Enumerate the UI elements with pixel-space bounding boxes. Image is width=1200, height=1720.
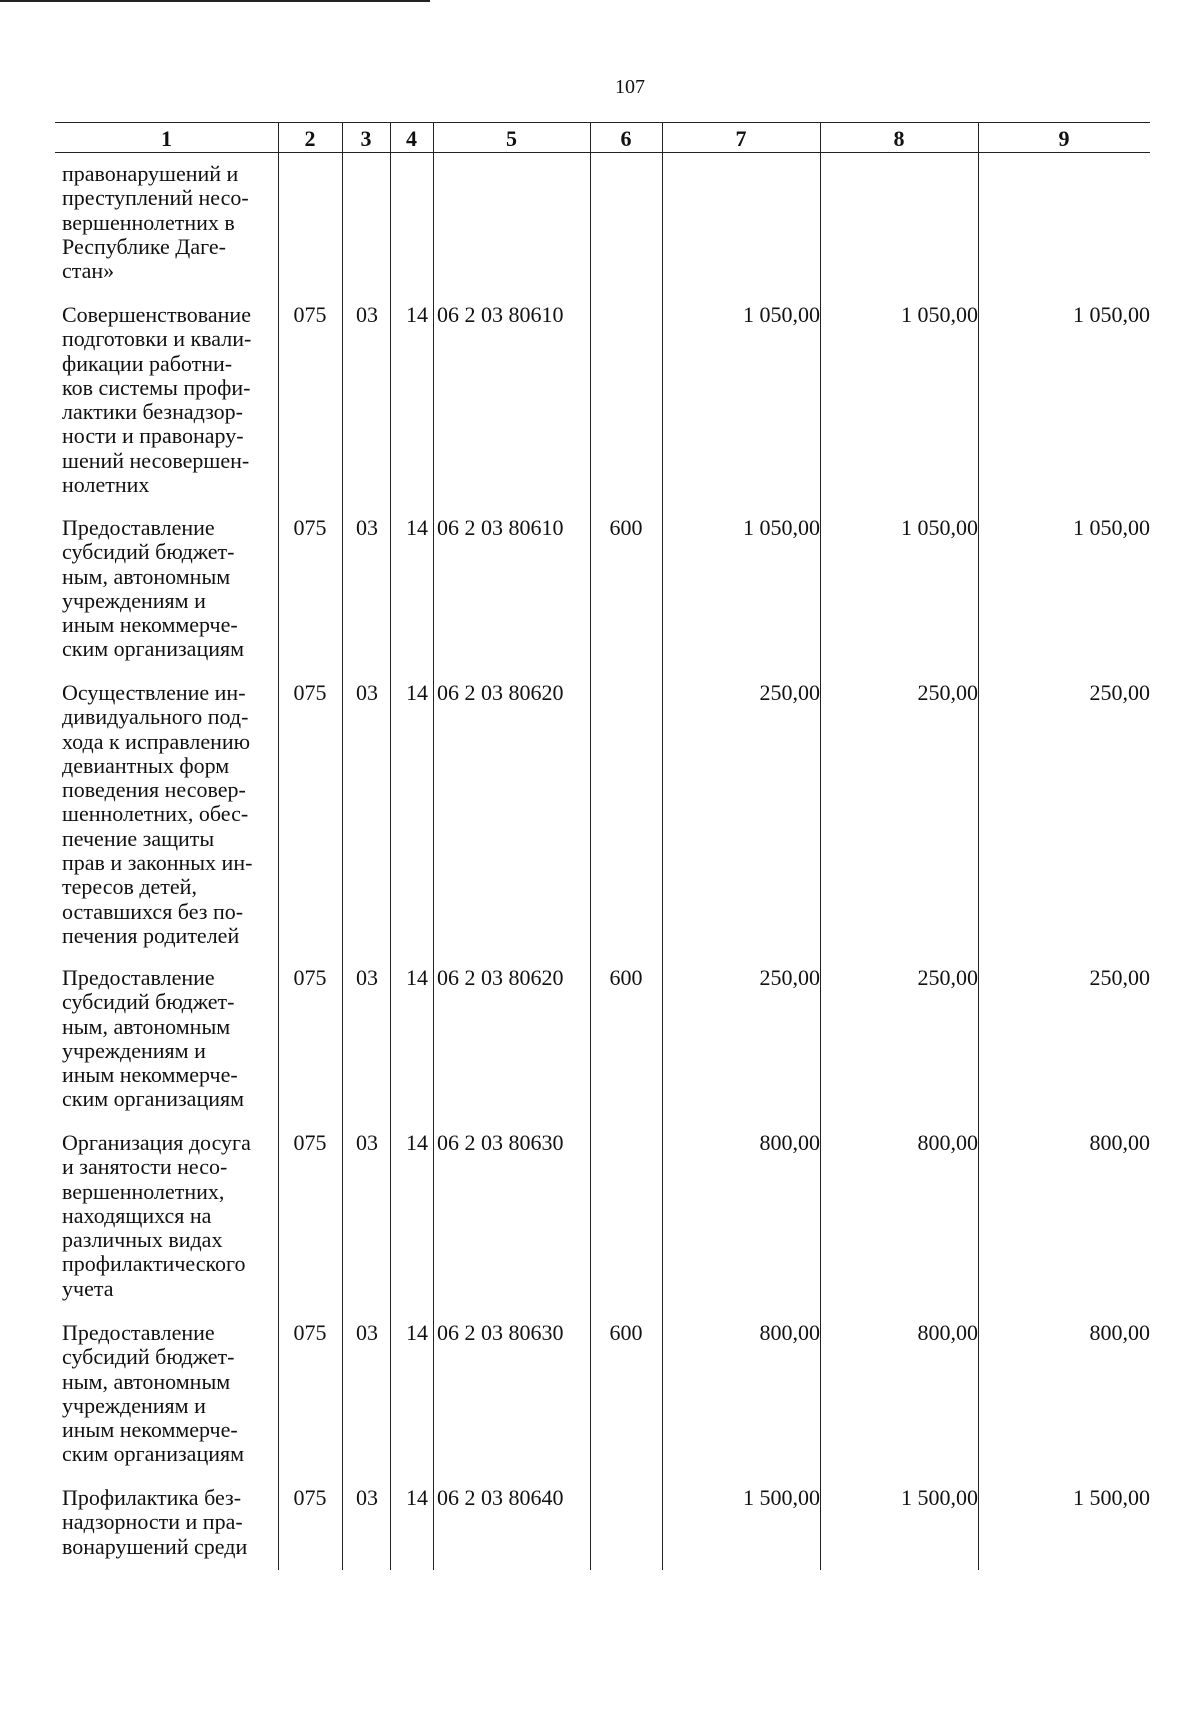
header-col-8: 8 (893, 126, 905, 151)
cell-col-3: 03 (356, 515, 378, 540)
row-name: Совершенствование подготовки и квали- фикации работни- ков системы профи- лактики безнадзор- ности и правонару- шений несовершен- нолетних (62, 302, 252, 498)
cell-col-8: 800,00 (917, 1130, 978, 1155)
cell-col-4: 14 (406, 965, 428, 990)
cell-col-7: 1 050,00 (743, 302, 820, 327)
row-name: Предоставление субсидий бюджет- ным, автономным учреждениям и иным некоммерче- ским организациям (62, 965, 245, 1112)
header-col-7: 7 (735, 126, 747, 151)
cell-col-9: 800,00 (1089, 1130, 1150, 1155)
header-col-2: 2 (304, 126, 316, 151)
row-name: Предоставление субсидий бюджет- ным, автономным учреждениям и иным некоммерче- ским организациям (62, 1320, 245, 1467)
column-divider (390, 122, 391, 1570)
column-divider (278, 122, 279, 1570)
cell-col-3: 03 (356, 1485, 378, 1510)
cell-col-7: 250,00 (759, 965, 820, 990)
cell-col-9: 800,00 (1089, 1320, 1150, 1345)
cell-col-7: 1 500,00 (743, 1485, 820, 1510)
cell-col-3: 03 (356, 302, 378, 327)
cell-col-2: 075 (293, 1130, 327, 1155)
header-col-9: 9 (1058, 126, 1070, 151)
cell-col-8: 1 050,00 (901, 515, 978, 540)
cell-col-3: 03 (356, 1320, 378, 1345)
cell-col-7: 1 050,00 (743, 515, 820, 540)
cell-col-2: 075 (293, 965, 327, 990)
cell-col-8: 250,00 (917, 680, 978, 705)
header-col-4: 4 (406, 126, 417, 151)
cell-col-5: 06 2 03 80630 (437, 1320, 564, 1345)
cell-col-4: 14 (406, 1485, 428, 1510)
cell-col-9: 1 050,00 (1073, 302, 1150, 327)
cell-col-4: 14 (406, 1320, 428, 1345)
cell-col-2: 075 (293, 1485, 327, 1510)
cell-col-3: 03 (356, 965, 378, 990)
row-name: Осуществление ин- дивидуального под- хода к исправлению девиантных форм поведения несовер- шеннолетних, обес- печение защиты прав и законных ин- тересов детей, оставшихся без по- печения родителей (62, 680, 253, 948)
cell-col-3: 03 (356, 680, 378, 705)
cell-col-5: 06 2 03 80630 (437, 1130, 564, 1155)
column-divider (820, 122, 821, 1570)
column-divider (662, 122, 663, 1570)
column-divider (433, 122, 434, 1570)
cell-col-2: 075 (293, 1320, 327, 1345)
cell-col-2: 075 (293, 680, 327, 705)
cell-col-2: 075 (293, 515, 327, 540)
cell-col-9: 250,00 (1089, 965, 1150, 990)
page-number: 107 (615, 76, 645, 98)
header-col-3: 3 (360, 126, 372, 151)
header-bottom-border (55, 152, 1150, 153)
cell-col-4: 14 (406, 1130, 428, 1155)
cell-col-4: 14 (406, 680, 428, 705)
cell-col-8: 1 050,00 (901, 302, 978, 327)
row-name: правонарушений и преступлений несо- вершеннолетних в Республике Даге- стан» (62, 161, 249, 284)
cell-col-6: 600 (609, 515, 643, 540)
header-col-6: 6 (620, 126, 632, 151)
cell-col-8: 800,00 (917, 1320, 978, 1345)
cell-col-5: 06 2 03 80610 (437, 302, 564, 327)
header-col-1: 1 (161, 126, 172, 151)
row-name: Предоставление субсидий бюджет- ным, автономным учреждениям и иным некоммерче- ским организациям (62, 515, 245, 662)
cell-col-4: 14 (406, 302, 428, 327)
cell-col-7: 800,00 (759, 1320, 820, 1345)
row-name: Профилактика без- надзорности и пра- вонарушений среди (62, 1485, 248, 1559)
cell-col-9: 250,00 (1089, 680, 1150, 705)
cell-col-5: 06 2 03 80620 (437, 680, 564, 705)
cell-col-7: 800,00 (759, 1130, 820, 1155)
cell-col-9: 1 500,00 (1073, 1485, 1150, 1510)
column-divider (590, 122, 591, 1570)
cell-col-5: 06 2 03 80640 (437, 1485, 564, 1510)
cell-col-8: 1 500,00 (901, 1485, 978, 1510)
cell-col-5: 06 2 03 80610 (437, 515, 564, 540)
header-col-5: 5 (506, 126, 517, 151)
cell-col-2: 075 (293, 302, 327, 327)
cell-col-9: 1 050,00 (1073, 515, 1150, 540)
table-top-border (55, 122, 1150, 123)
cell-col-4: 14 (406, 515, 428, 540)
row-name: Организация досуга и занятости несо- вершеннолетних, находящихся на различных видах профилактического учета (62, 1130, 251, 1301)
column-divider (342, 122, 343, 1570)
cell-col-5: 06 2 03 80620 (437, 965, 564, 990)
cell-col-6: 600 (609, 1320, 643, 1345)
cell-col-8: 250,00 (917, 965, 978, 990)
cell-col-3: 03 (356, 1130, 378, 1155)
cell-col-6: 600 (609, 965, 643, 990)
column-divider (978, 122, 979, 1570)
cell-col-7: 250,00 (759, 680, 820, 705)
